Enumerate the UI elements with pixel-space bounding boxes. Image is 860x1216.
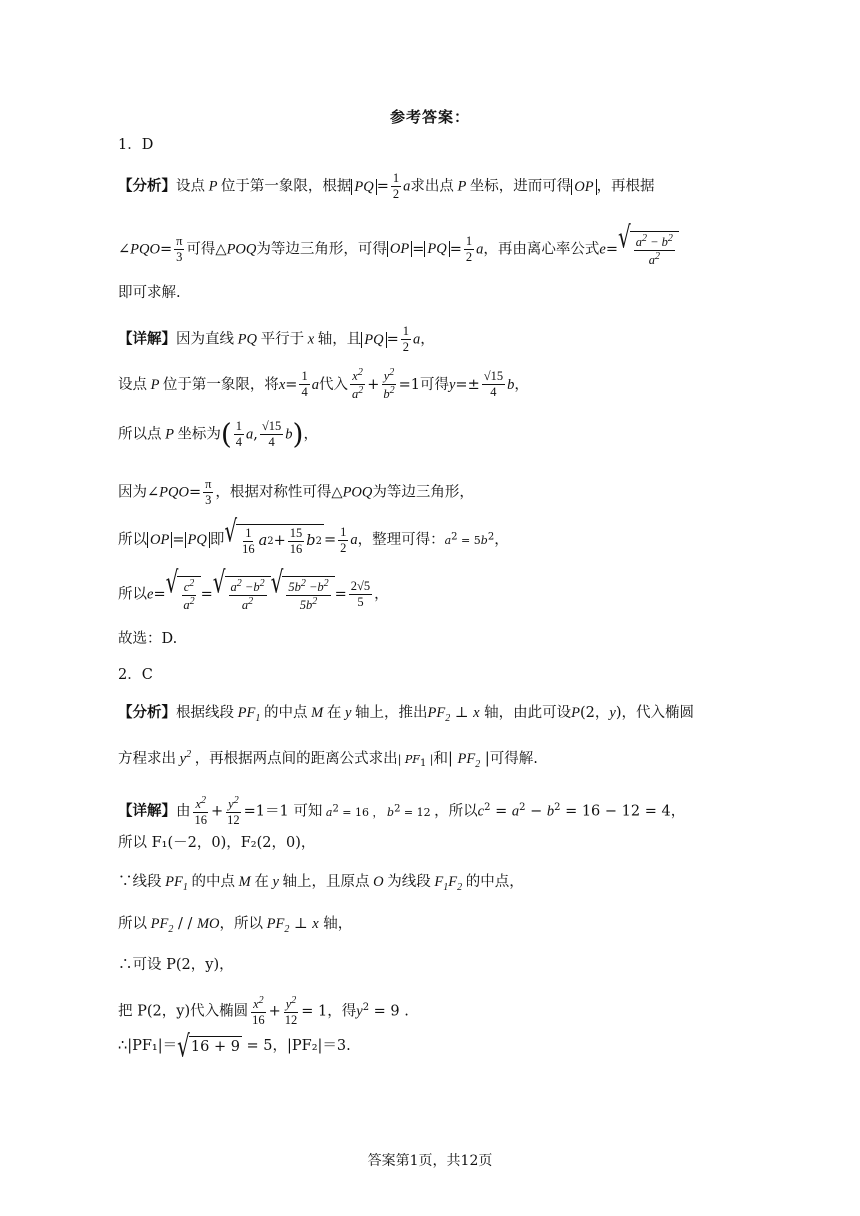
- q2-detail-line7: ∴|PF₁|＝ √ 16 + 9 = 5，|PF₂|＝3.: [118, 1028, 351, 1064]
- q2-detail-line5: ∴可设 P(2，y)，: [118, 957, 234, 973]
- q1-analysis-line2: ∠PQO= $\frac{\pi}{3}$ 可得△POQ为等边三角形，可得 OP = PQ = $\frac{1}{2}$ a，再由离心率公式e= √ $\frac{a^2 - b^2}{a^2}$: [118, 231, 679, 268]
- q2-detail-line1: 【详解】由 $\frac{x^2}{16}$ + $\frac{y^2}{12}$ =1＝1 可知 $a^2 = 16$ ， $b^2 = 12$ ，所以$c^2 = a^2 - b^2 = 16 - 12 = 4$，: [118, 795, 686, 828]
- q2-answer: 2．C: [118, 667, 153, 683]
- q1-detail-line6: 所以e= √ $\frac{c^2}{a^2}$ = √ $\frac{a^2 -b^2}{a^2}$ √ $\frac{5b^2 -b^2}{5b^2}$ = $\frac{2√5}{5}$ ，: [118, 563, 389, 613]
- q2-detail-line6: 把 P(2，y)代入椭圆 $\frac{x^2}{16}$ + $\frac{y^2}{12}$ = 1，得$y^2 = 9$ .: [118, 995, 409, 1028]
- q2-detail-line2: 所以 F₁(－2，0)，F₂(2，0)，: [118, 835, 316, 851]
- q1-analysis-line3: 即可求解.: [118, 285, 181, 301]
- q2-detail-line4: 所以 $PF_2$ / / MO，所以 $PF_2$ ⊥ x 轴，: [118, 916, 353, 935]
- q1-conclusion: 故选：D.: [118, 631, 178, 647]
- q2-analysis-line2: 方程求出 $y^2$ ，再根据两点间的距离公式求出| $PF_1$ |和| $PF_2$ |可得解.: [118, 749, 538, 770]
- q1-detail-line5: 所以 OP = PQ 即 √ $\frac{1}{16}$ a 2 + $\frac{15}{16}$ b 2 = $\frac{1}{2}$ a，整理可得：$a^2 = 5b^2$，: [118, 512, 509, 557]
- q1-detail-line3: 所以点 P 坐标为( $\frac{1}{4}$ a, $\frac{√15}{4}$ b)，: [118, 417, 318, 451]
- page-footer: 答案第1页，共12页: [367, 1153, 493, 1169]
- q1-analysis-line1: 【分析】设点 P 位于第一象限，根据 PQ = $\frac{1}{2}$ a求出点 P 坐标，进而可得 OP ，再根据: [118, 171, 655, 202]
- q1-detail-line1: 【详解】因为直线 PQ 平行于 x 轴，且 PQ = $\frac{1}{2}$ a，: [118, 324, 435, 355]
- q1-detail-line2: 设点 P 位于第一象限，将x= $\frac{1}{4}$ a代入 $\frac{x^2}{a^2}$ + $\frac{y^2}{b^2}$ =1可得y=± $\frac{√15}{4}$ b，: [118, 367, 529, 402]
- q1-answer: 1．D: [118, 137, 154, 153]
- page-title: 参考答案：: [389, 108, 470, 126]
- q2-analysis-line1: 【分析】根据线段 $PF_1$ 的中点 M 在 y 轴上，推出$PF_2$ ⊥ x 轴，由此可设P(2，y)，代入椭圆: [118, 704, 694, 724]
- q2-detail-line3: ∵线段 $PF_1$ 的中点 M 在 y 轴上，且原点 O 为线段 $F_1F_2$ 的中点，: [118, 874, 524, 893]
- q1-detail-line4: 因为∠PQO= $\frac{\pi}{3}$ ，根据对称性可得△POQ为等边三角形，: [118, 477, 474, 508]
